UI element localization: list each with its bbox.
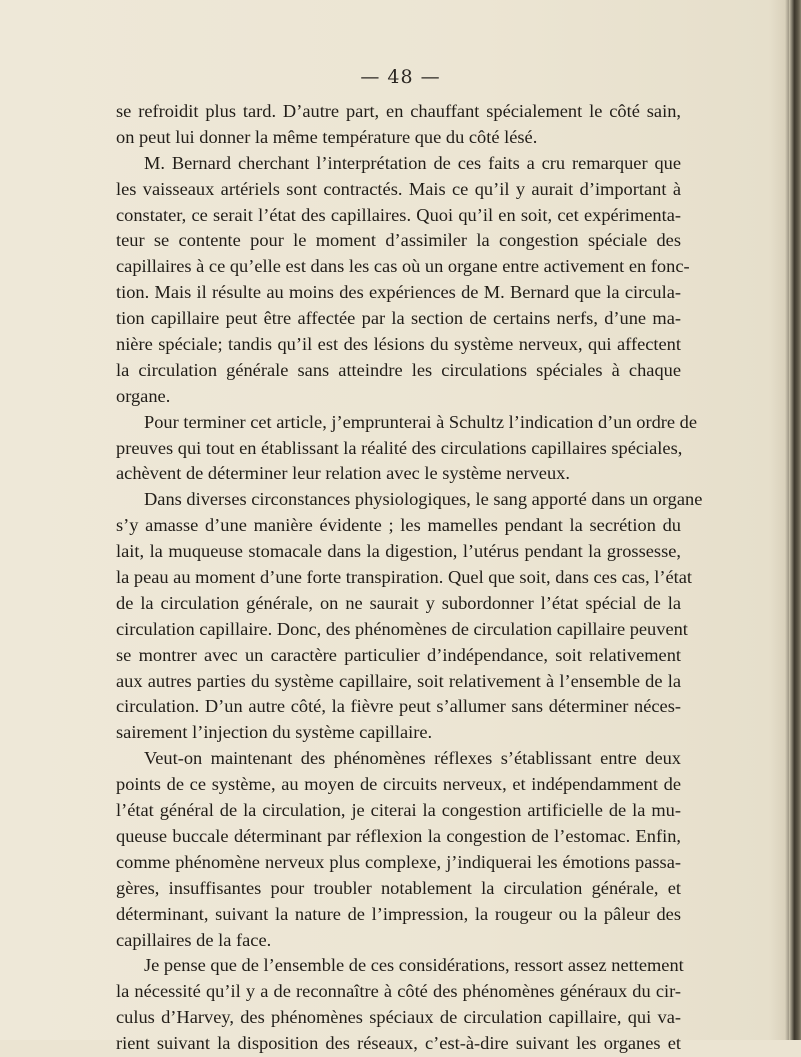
text-line: s’y amasse d’une manière évidente ; les mamelles pendant la secrétion du xyxy=(116,515,681,536)
text-line: l’état général de la circulation, je citerai la congestion artificielle de la mu- xyxy=(116,800,681,821)
text-line: M. Bernard cherchant l’interprétation de ces faits a cru remarquer que xyxy=(144,152,681,173)
text-line: capillaires à ce qu’elle est dans les cas où un organe entre activement en fonc- xyxy=(116,256,690,277)
text-line: la circulation générale sans atteindre les circulations spéciales à chaque xyxy=(116,359,681,380)
text-line: Je pense que de l’ensemble de ces considérations, ressort assez nettement xyxy=(144,955,684,976)
text-line: nière spéciale; tandis qu’il est des lésions du système nerveux, qui affectent xyxy=(116,334,681,355)
text-line: la nécessité qu’il y a de reconnaître à côté des phénomènes généraux du cir- xyxy=(116,981,681,1002)
text-line: capillaires de la face. xyxy=(116,929,272,950)
text-line: sairement l’injection du système capillaire. xyxy=(116,722,433,743)
text-line: culus d’Harvey, des phénomènes spéciaux de circulation capillaire, qui va- xyxy=(116,1007,681,1028)
text-line: déterminant, suivant la nature de l’impression, la rougeur ou la pâleur des xyxy=(116,903,681,924)
text-line: preuves qui tout en établissant la réalité des circulations capillaires spéciales, xyxy=(116,437,683,458)
text-line: rient suivant la disposition des réseaux, c’est-à-dire suivant les organes et xyxy=(116,1033,681,1054)
text-line: la peau au moment d’une forte transpiration. Quel que soit, dans ces cas, l’état xyxy=(116,567,693,588)
text-line: organe. xyxy=(116,385,171,406)
page-binding-edge xyxy=(789,0,801,1040)
text-line: les vaisseaux artériels sont contractés. Mais ce qu’il y aurait d’important à xyxy=(116,178,681,199)
text-line: lait, la muqueuse stomacale dans la digestion, l’utérus pendant la grossesse, xyxy=(116,541,681,562)
text-line: achèvent de déterminer leur relation avec le système nerveux. xyxy=(116,463,570,484)
text-line: circulation. D’un autre côté, la fièvre peut s’allumer sans déterminer néces- xyxy=(116,696,681,717)
text-line: aux autres parties du système capillaire, soit relativement à l’ensemble de la xyxy=(116,670,681,691)
body-text xyxy=(116,99,703,1057)
text-line: circulation capillaire. Donc, des phénomènes de circulation capillaire peuvent xyxy=(116,618,688,639)
text-line: se refroidit plus tard. D’autre part, en chauffant spécialement le côté sain, xyxy=(116,101,681,121)
text-line: tion capillaire peut être affectée par la section de certains nerfs, d’une ma- xyxy=(116,308,681,329)
text-line: Dans diverses circonstances physiologiques, le sang apporté dans un organe xyxy=(144,489,703,510)
text-line: comme phénomène nerveux plus complexe, j’indiquerai les émotions passa- xyxy=(116,851,681,872)
text-line: constater, ce serait l’état des capillaires. Quoi qu’il en soit, cet expérimenta- xyxy=(116,204,681,225)
page-number: — 48 — xyxy=(360,66,441,88)
text-line: on peut lui donner la même température que du côté lésé. xyxy=(116,126,538,147)
text-line: de la circulation générale, on ne saurait y subordonner l’état spécial de la xyxy=(116,592,681,613)
text-line: teur se contente pour le moment d’assimiler la congestion spéciale des xyxy=(116,230,681,251)
text-line: gères, insuffisantes pour troubler notablement la circulation générale, et xyxy=(116,877,681,898)
text-line: se montrer avec un caractère particulier d’indépendance, soit relativement xyxy=(116,644,681,665)
text-line: Pour terminer cet article, j’emprunterai à Schultz l’indication d’un ordre de xyxy=(144,411,698,432)
text-line: points de ce système, au moyen de circuits nerveux, et indépendamment de xyxy=(116,774,681,795)
text-line: tion. Mais il résulte au moins des expériences de M. Bernard que la circula- xyxy=(116,282,681,303)
text-line: queuse buccale déterminant par réflexion la congestion de l’estomac. Enfin, xyxy=(116,825,681,846)
text-line: Veut-on maintenant des phénomènes réflexes s’établissant entre deux xyxy=(144,748,681,769)
